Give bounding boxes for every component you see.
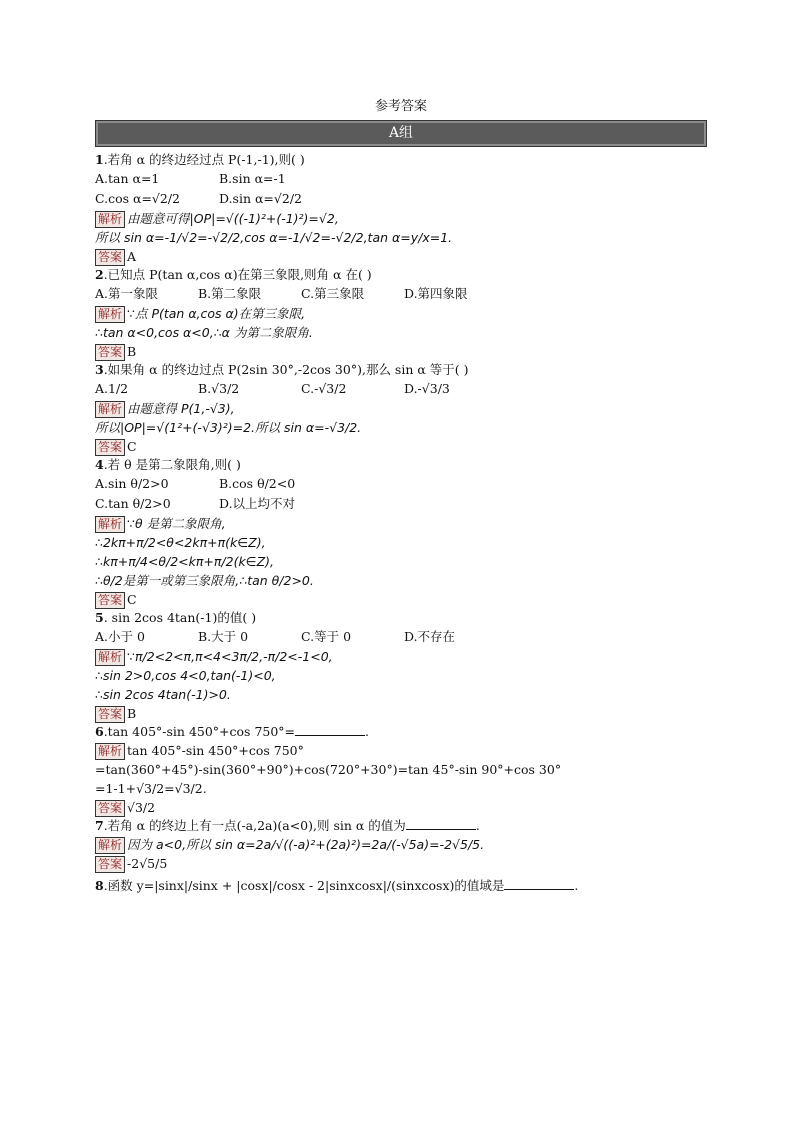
option-b: B.大于 0 xyxy=(198,629,249,644)
question-stem: .若角 α 的终边经过点 P(-1,-1),则( ) xyxy=(103,152,305,167)
question-stem: .若 θ 是第二象限角,则( ) xyxy=(103,457,241,472)
option-d: D.-√3/3 xyxy=(404,381,450,396)
question-number: 5 xyxy=(95,610,104,625)
option-c: C.等于 0 xyxy=(301,629,352,644)
option-a: A.tan α=1 xyxy=(95,171,160,186)
jiexi-text: 由题意得 P(1,-√3), xyxy=(127,401,235,416)
jiexi-label: 解析 xyxy=(95,401,125,418)
jiexi-text: =tan(360°+45°)-sin(360°+90°)+cos(720°+30°)=tan 45°-sin 90°+cos 30° xyxy=(95,762,562,777)
jiexi-text: 所以 sin α=-1/√2=-√2/2,cos α=-1/√2=-√2/2,tan α=y/x=1. xyxy=(95,230,453,245)
option-c: C.第三象限 xyxy=(301,286,365,301)
question-stem: .如果角 α 的终边过点 P(2sin 30°,-2cos 30°),那么 sin α 等于( ) xyxy=(103,362,469,377)
option-a: A.小于 0 xyxy=(95,629,145,644)
question-stem: .已知点 P(tan α,cos α)在第三象限,则角 α 在( ) xyxy=(103,267,372,282)
jiexi-label: 解析 xyxy=(95,211,125,228)
option-d: D.第四象限 xyxy=(404,286,468,301)
option-c: C.cos α=√2/2 xyxy=(95,191,181,206)
question-number: 1 xyxy=(95,152,104,167)
option-a: A.sin θ/2>0 xyxy=(95,476,169,491)
jiexi-text: ∴sin 2cos 4tan(-1)>0. xyxy=(95,687,231,702)
answer-label: 答案 xyxy=(95,800,125,817)
answer-blank xyxy=(504,879,574,890)
option-a: A.1/2 xyxy=(95,381,129,396)
option-d: D.不存在 xyxy=(404,629,456,644)
option-a: A.第一象限 xyxy=(95,286,159,301)
answer-value: √3/2 xyxy=(127,800,156,815)
jiexi-label: 解析 xyxy=(95,743,125,760)
jiexi-label: 解析 xyxy=(95,649,125,666)
jiexi-text: 由题意可得|OP|=√((-1)²+(-1)²)=√2, xyxy=(127,211,339,226)
jiexi-text: tan 405°-sin 450°+cos 750° xyxy=(127,743,304,758)
option-d: D.sin α=√2/2 xyxy=(219,191,302,206)
question-stem: . sin 2cos 4tan(-1)的值( ) xyxy=(103,610,257,625)
question-3 xyxy=(95,361,707,456)
question-5 xyxy=(95,609,707,723)
group-banner: A组 xyxy=(95,120,707,147)
question-number: 7 xyxy=(95,818,104,833)
question-number: 8 xyxy=(95,878,104,893)
answer-label: 答案 xyxy=(95,439,125,456)
question-number: 6 xyxy=(95,724,104,739)
function-expression: |sinx|/sinx + |cosx|/cosx - 2|sinxcosx|/(sinxcosx) xyxy=(154,878,455,893)
question-number: 3 xyxy=(95,362,104,377)
answer-value: B xyxy=(127,344,137,359)
question-stem: .函数 y= xyxy=(103,878,155,893)
question-8: 8.函数 y=|sinx|/sinx + |cosx|/cosx - 2|sinxcosx|/(sinxcosx)的值域是 . xyxy=(95,878,579,893)
question-4 xyxy=(95,456,707,609)
question-stem: .tan 405°-sin 450°+cos 750°= xyxy=(103,724,296,739)
option-b: B.sin α=-1 xyxy=(219,171,286,186)
jiexi-text: 因为 a<0,所以 sin α=2a/√((-a)²+(2a)²)=2a/(-√5a)=-2√5/5. xyxy=(127,837,485,852)
jiexi-text: ∴kπ+π/4<θ/2<kπ+π/2(k∈Z), xyxy=(95,554,274,569)
jiexi-label: 解析 xyxy=(95,306,125,323)
option-d: D.以上均不对 xyxy=(219,496,296,511)
jiexi-text: ∴sin 2>0,cos 4<0,tan(-1)<0, xyxy=(95,668,276,683)
jiexi-text: =1-1+√3/2=√3/2. xyxy=(95,781,207,796)
answer-blank xyxy=(295,725,365,736)
question-6: 6.tan 405°-sin 450°+cos 750°= . 解析 tan 405°-sin 450°+cos 750° =tan(360°+45°)-sin(360°+90°)+cos(720°+30°)=tan 45°-sin 90°+cos 30° =1-1+√3/2=√3/2. 答案 √3/2 xyxy=(95,724,562,815)
answer-value: A xyxy=(127,249,137,264)
question-stem: .若角 α 的终边上有一点(-a,2a)(a<0),则 sin α 的值为 xyxy=(103,818,406,833)
jiexi-text: ∵θ 是第二象限角, xyxy=(127,516,226,531)
option-c: C.-√3/2 xyxy=(301,381,347,396)
answer-value: C xyxy=(127,592,137,607)
option-b: B.√3/2 xyxy=(198,381,240,396)
jiexi-text: ∵点 P(tan α,cos α)在第三象限, xyxy=(127,306,306,321)
jiexi-text: ∴2kπ+π/2<θ<2kπ+π(k∈Z), xyxy=(95,535,266,550)
question-stem-tail: 的值域是 xyxy=(454,878,505,893)
jiexi-label: 解析 xyxy=(95,516,125,533)
jiexi-text: ∴θ/2是第一或第三象限角,∴tan θ/2>0. xyxy=(95,573,314,588)
option-b: B.cos θ/2<0 xyxy=(219,476,296,491)
answer-label: 答案 xyxy=(95,856,125,873)
question-2 xyxy=(95,266,707,361)
option-c: C.tan θ/2>0 xyxy=(95,496,171,511)
answer-value: C xyxy=(127,439,137,454)
answer-value: B xyxy=(127,706,137,721)
answer-label: 答案 xyxy=(95,344,125,361)
answer-page xyxy=(95,95,707,895)
question-1 xyxy=(95,151,707,266)
answer-value: -2√5/5 xyxy=(127,856,168,871)
question-number: 4 xyxy=(95,457,104,472)
question-7: 7.若角 α 的终边上有一点(-a,2a)(a<0),则 sin α 的值为 . 解析 因为 a<0,所以 sin α=2a/√((-a)²+(2a)²)=2a/(-√5a)=-2√5/5. 答案 -2√5/5 xyxy=(95,818,485,871)
option-b: B.第二象限 xyxy=(198,286,262,301)
jiexi-text: 所以|OP|=√(1²+(-√3)²)=2.所以 sin α=-√3/2. xyxy=(95,420,362,435)
page-title: 参考答案 xyxy=(374,99,427,114)
question-number: 2 xyxy=(95,267,104,282)
answer-label: 答案 xyxy=(95,249,125,266)
answer-blank xyxy=(406,819,476,830)
jiexi-text: ∴tan α<0,cos α<0,∴α 为第二象限角. xyxy=(95,325,313,340)
jiexi-label: 解析 xyxy=(95,837,125,854)
jiexi-text: ∵π/2<2<π,π<4<3π/2,-π/2<-1<0, xyxy=(127,649,333,664)
answer-label: 答案 xyxy=(95,706,125,723)
answer-label: 答案 xyxy=(95,592,125,609)
